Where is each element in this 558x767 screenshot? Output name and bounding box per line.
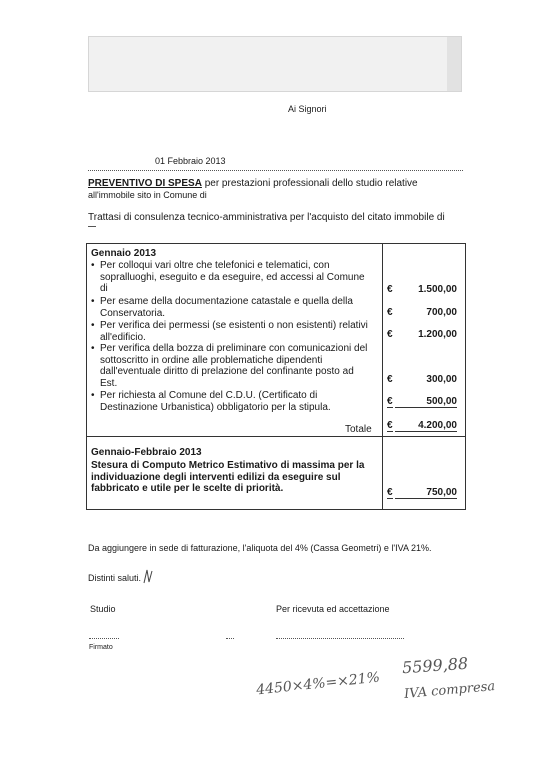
cost-item-line: dall'eventuale diritto di prelazione del confinante posto ad bbox=[100, 366, 354, 377]
cost-item-line: all'edificio. bbox=[100, 331, 146, 343]
cost-item-line: Per colloqui vari oltre che telefonici e telematici, con bbox=[100, 260, 330, 271]
cost-item-line: Destinazione Urbanistica) obbligatorio per la stipula. bbox=[100, 401, 331, 413]
section1-heading: Gennaio 2013 bbox=[91, 248, 157, 259]
cost-item-line: Per verifica dei permessi (se esistenti o non esistenti) relativi bbox=[100, 320, 368, 331]
currency-symbol: € bbox=[387, 329, 393, 340]
cost-item bbox=[91, 260, 375, 295]
cost-item-line: Per richiesta al Comune del C.D.U. (Certificato di bbox=[100, 390, 318, 401]
section-divider bbox=[87, 436, 465, 437]
bullet: • bbox=[91, 343, 95, 354]
cost-amount: 500,00 bbox=[395, 396, 457, 408]
cost-item-line: sopralluoghi, eseguito e da eseguire, ed accessi al Comune bbox=[100, 271, 365, 283]
cost-item-line: Conservatoria. bbox=[100, 307, 166, 319]
handwritten-note: IVA compresa bbox=[403, 679, 496, 702]
section2-line: fabbricato e utile per le scelte di priorità. bbox=[91, 483, 284, 494]
document-title: PREVENTIVO DI SPESA bbox=[88, 178, 202, 189]
bullet: • bbox=[91, 390, 95, 401]
studio-label: Studio bbox=[90, 604, 116, 614]
total-label: Totale bbox=[345, 424, 372, 435]
cost-item bbox=[91, 390, 375, 413]
cost-item bbox=[91, 343, 375, 389]
closing-greeting: Distinti saluti. bbox=[88, 573, 142, 583]
currency-symbol: € bbox=[387, 487, 393, 498]
cost-table bbox=[86, 243, 466, 510]
subject-line: Trattasi di consulenza tecnico-amministrativa per l'acquisto del citato immobile di bbox=[88, 212, 445, 223]
section2-line: Stesura di Computo Metrico Estimativo di massima per la bbox=[91, 460, 365, 471]
cost-item-line: Per verifica della bozza di preliminare con comunicazioni del bbox=[100, 343, 368, 354]
cost-amount: 700,00 bbox=[426, 307, 457, 318]
section2-line: individuazione degli interventi edilizi da eseguire sul bbox=[91, 471, 341, 483]
bullet: • bbox=[91, 260, 95, 271]
acceptance-signature-line bbox=[276, 638, 404, 639]
cost-amount: 300,00 bbox=[426, 374, 457, 385]
intro-paragraph bbox=[88, 178, 468, 190]
cost-item-line: Est. bbox=[100, 377, 118, 389]
handwritten-calculation: 4450×4%=×21% bbox=[255, 669, 381, 699]
bullet: • bbox=[91, 320, 95, 331]
redacted-header-block bbox=[88, 36, 462, 92]
currency-symbol: € bbox=[387, 374, 393, 385]
currency-symbol: € bbox=[387, 284, 393, 295]
column-divider bbox=[382, 244, 383, 509]
total-amount: 4.200,00 bbox=[395, 420, 457, 432]
intro-text-2: all'immobile sito in Comune di bbox=[88, 190, 207, 200]
currency-symbol: € bbox=[387, 420, 393, 431]
currency-symbol: € bbox=[387, 307, 393, 318]
cost-amount: 1.200,00 bbox=[418, 329, 457, 340]
signature-mark bbox=[142, 568, 154, 584]
intro-text-1: per prestazioni professionali dello studio relative bbox=[204, 178, 418, 189]
cost-item bbox=[91, 296, 375, 319]
signed-label: Firmato bbox=[89, 644, 113, 651]
cost-item-line: di bbox=[100, 283, 108, 294]
section2-amount: 750,00 bbox=[395, 487, 457, 499]
acceptance-label: Per ricevuta ed accettazione bbox=[276, 604, 390, 614]
cost-item-line: sottoscritto in ordine alle problematiche dipendenti bbox=[100, 354, 323, 366]
handwritten-result: 5599,88 bbox=[401, 653, 469, 678]
addressee: Ai Signori bbox=[288, 104, 327, 114]
bullet: • bbox=[91, 296, 95, 307]
cost-amount: 1.500,00 bbox=[418, 284, 457, 295]
cost-item-line: Per esame della documentazione catastale e quella della bbox=[100, 296, 353, 307]
letter-date: 01 Febbraio 2013 bbox=[155, 156, 226, 166]
currency-symbol: € bbox=[387, 396, 393, 407]
section2-heading: Gennaio-Febbraio 2013 bbox=[91, 447, 202, 458]
vat-note: Da aggiungere in sede di fatturazione, l'aliquota del 4% (Cassa Geometri) e l'IVA 21%. bbox=[88, 543, 432, 553]
studio-signature-line bbox=[89, 638, 119, 639]
subject-mark bbox=[88, 226, 96, 227]
cost-item bbox=[91, 320, 375, 343]
signature-dash bbox=[226, 638, 234, 639]
section2-description bbox=[91, 460, 377, 495]
dotted-separator bbox=[88, 170, 463, 171]
